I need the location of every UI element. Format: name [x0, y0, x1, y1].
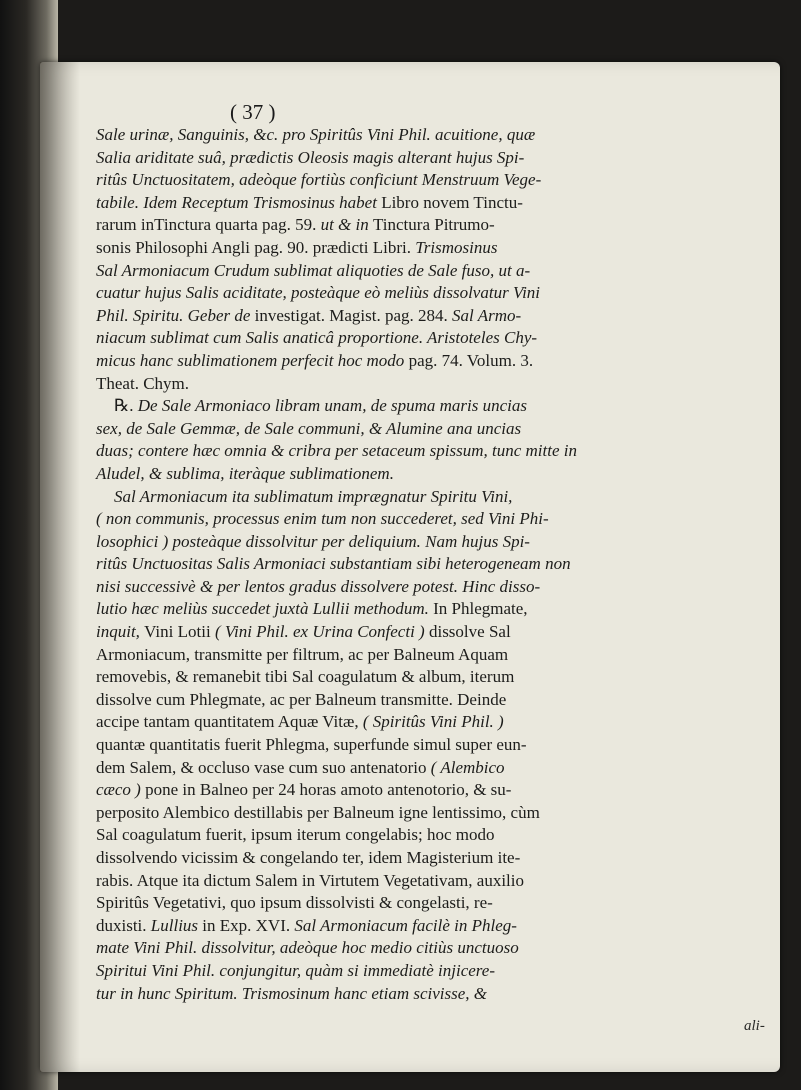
text-line: [96, 395, 772, 418]
text-line: [96, 983, 772, 1006]
text-line: [96, 847, 772, 870]
text-segment: cuatur hujus Salis aciditate, posteàque eò meliùs dissolvatur Vini: [96, 283, 541, 303]
text-line: [96, 937, 772, 960]
catchword: ali-: [744, 1018, 765, 1034]
text-line: [96, 576, 772, 599]
text-segment: Sal Armoniacum ita sublimatum imprægnatur Spiritu Vini,: [114, 486, 513, 506]
text-line: [96, 192, 772, 215]
text-segment: in Exp. XVI.: [202, 915, 295, 935]
text-line: [96, 598, 772, 621]
text-segment: quantæ quantitatis fuerit Phlegma, superfunde simul super eun-: [96, 735, 527, 755]
text-segment: Phil. Spiritu. Geber de: [96, 305, 255, 325]
text-line: [96, 757, 772, 780]
text-segment: Armoniacum, transmitte per filtrum, ac per Balneum Aquam: [96, 644, 509, 664]
text-segment: Trismosinus: [415, 237, 498, 257]
page-number: ( 37 ): [230, 100, 276, 124]
text-line: [96, 237, 772, 260]
text-line: [96, 327, 772, 350]
text-line: [96, 147, 772, 170]
text-segment: niacum sublimat cum Salis anaticâ proportione. Aristoteles Chy-: [96, 328, 538, 348]
text-line: [96, 169, 772, 192]
text-line: [96, 350, 772, 373]
text-segment: losophici ) posteàque dissolvitur per deliquium. Nam hujus Spi-: [96, 531, 530, 551]
text-line: [96, 418, 772, 441]
text-line: [96, 644, 772, 667]
text-segment: Aludel, & sublima, iteràque sublimationem.: [96, 463, 394, 483]
text-segment: mate Vini Phil. dissolvitur, adeòque hoc medio citiùs unctuoso: [96, 938, 519, 958]
text-segment: Sal coagulatum fuerit, ipsum iterum congelabis; hoc modo: [96, 825, 495, 845]
text-segment: accipe tantam quantitatem Aquæ Vitæ,: [96, 712, 363, 732]
text-segment: Sale urinæ, Sanguinis, &c. pro Spiritûs Vini Phil. acuitione, quæ: [96, 125, 536, 144]
text-line: [96, 440, 772, 463]
text-line: [96, 305, 772, 328]
text-segment: Tinctura Pitrumo-: [373, 215, 495, 235]
text-segment: pone in Balneo per 24 horas amoto antenotorio, & su-: [145, 780, 512, 800]
text-line: [96, 282, 772, 305]
text-segment: ( non communis, processus enim tum non succederet, sed Vini Phi-: [96, 509, 549, 529]
text-segment: ritûs Unctuositas Salis Armoniaci substantiam sibi heterogeneam non: [96, 554, 571, 574]
text-segment: Sal Armo-: [452, 305, 522, 325]
text-line: [96, 621, 772, 644]
text-line: [96, 892, 772, 915]
text-line: [96, 553, 772, 576]
text-segment: investigat. Magist. pag. 284.: [254, 305, 453, 325]
text-line: [96, 463, 772, 486]
text-segment: tur in hunc Spiritum. Trismosinum hanc etiam scivisse, &: [96, 983, 487, 1003]
text-segment: Theat. Chym.: [96, 373, 190, 393]
text-line: [96, 486, 772, 509]
text-segment: Lullius: [150, 915, 203, 935]
text-segment: dissolve cum Phlegmate, ac per Balneum transmitte. Deinde: [96, 689, 507, 709]
text-line: [96, 373, 772, 396]
text-segment: dem Salem, & occluso vase cum suo antenatorio: [96, 757, 431, 777]
text-line: [96, 508, 772, 531]
text-segment: tabile. Idem Receptum Trismosinus habet: [96, 192, 382, 212]
text-segment: De Sale Armoniaco libram unam, de spuma maris uncias: [137, 396, 527, 416]
text-segment: duxisti.: [96, 915, 151, 935]
text-segment: ut & in: [320, 215, 373, 235]
text-segment: Sal Armoniacum Crudum sublimat aliquoties de Sale fuso, ut a-: [96, 260, 531, 280]
text-segment: inquit,: [96, 622, 145, 642]
text-line: [96, 711, 772, 734]
text-segment: perposito Alembico destillabis per Balneum igne lentissimo, cùm: [96, 802, 540, 822]
text-line: [96, 915, 772, 938]
text-segment: Spiritui Vini Phil. conjungitur, quàm si immediatè injicere-: [96, 960, 495, 980]
text-segment: dissolve Sal: [428, 622, 511, 642]
text-line: [96, 531, 772, 554]
text-segment: cæco ): [96, 780, 146, 800]
text-line: [96, 260, 772, 283]
text-segment: rarum inTinctura quarta pag. 59.: [96, 215, 321, 235]
text-segment: ℞.: [114, 396, 138, 416]
text-segment: ritûs Unctuositatem, adeòque fortiùs conficiunt Menstruum Vege-: [96, 170, 542, 190]
text-line: [96, 779, 772, 802]
text-segment: sex, de Sale Gemmæ, de Sale communi, & Alumine ana uncias: [96, 418, 522, 438]
text-segment: dissolvendo vicissim & congelando ter, idem Magisterium ite-: [96, 848, 521, 867]
text-segment: Sal Armoniacum facilè in Phleg-: [294, 915, 517, 935]
text-line: [96, 666, 772, 689]
text-line: [96, 734, 772, 757]
text-line: [96, 824, 772, 847]
text-segment: ( Vini Phil. ex Urina Confecti ): [214, 622, 429, 642]
text-segment: duas; contere hæc omnia & cribra per setaceum spissum, tunc mitte in: [96, 441, 577, 461]
text-line: [96, 214, 772, 237]
text-line: [96, 802, 772, 825]
text-line: [96, 689, 772, 712]
text-segment: lutio hæc meliùs succedet juxtà Lullii methodum.: [96, 599, 434, 619]
text-segment: Spiritûs Vegetativi, quo ipsum dissolvisti & congelasti, re-: [96, 893, 493, 913]
text-line: [96, 960, 772, 983]
text-segment: In Phlegmate,: [433, 599, 528, 619]
text-segment: Vini Lotii: [144, 622, 215, 642]
text-segment: pag. 74. Volum. 3.: [408, 350, 534, 370]
text-segment: rabis. Atque ita dictum Salem in Virtutem Vegetativam, auxilio: [96, 870, 524, 890]
text-segment: nisi successivè & per lentos gradus dissolvere potest. Hinc disso-: [96, 576, 541, 596]
text-line: [96, 124, 772, 147]
text-line: [96, 870, 772, 893]
text-segment: ( Alembico: [430, 757, 505, 777]
text-segment: removebis, & remanebit tibi Sal coagulatum & album, iterum: [96, 667, 515, 687]
text-segment: Salia ariditate suâ, prædictis Oleosis magis alterant hujus Spi-: [96, 147, 525, 167]
text-segment: sonis Philosophi Angli pag. 90. prædicti Libri.: [96, 237, 416, 257]
text-segment: ( Spiritûs Vini Phil. ): [362, 712, 504, 732]
text-segment: micus hanc sublimationem perfecit hoc modo: [96, 350, 409, 370]
text-segment: Libro novem Tinctu-: [381, 192, 523, 212]
body-text: [96, 124, 772, 1005]
